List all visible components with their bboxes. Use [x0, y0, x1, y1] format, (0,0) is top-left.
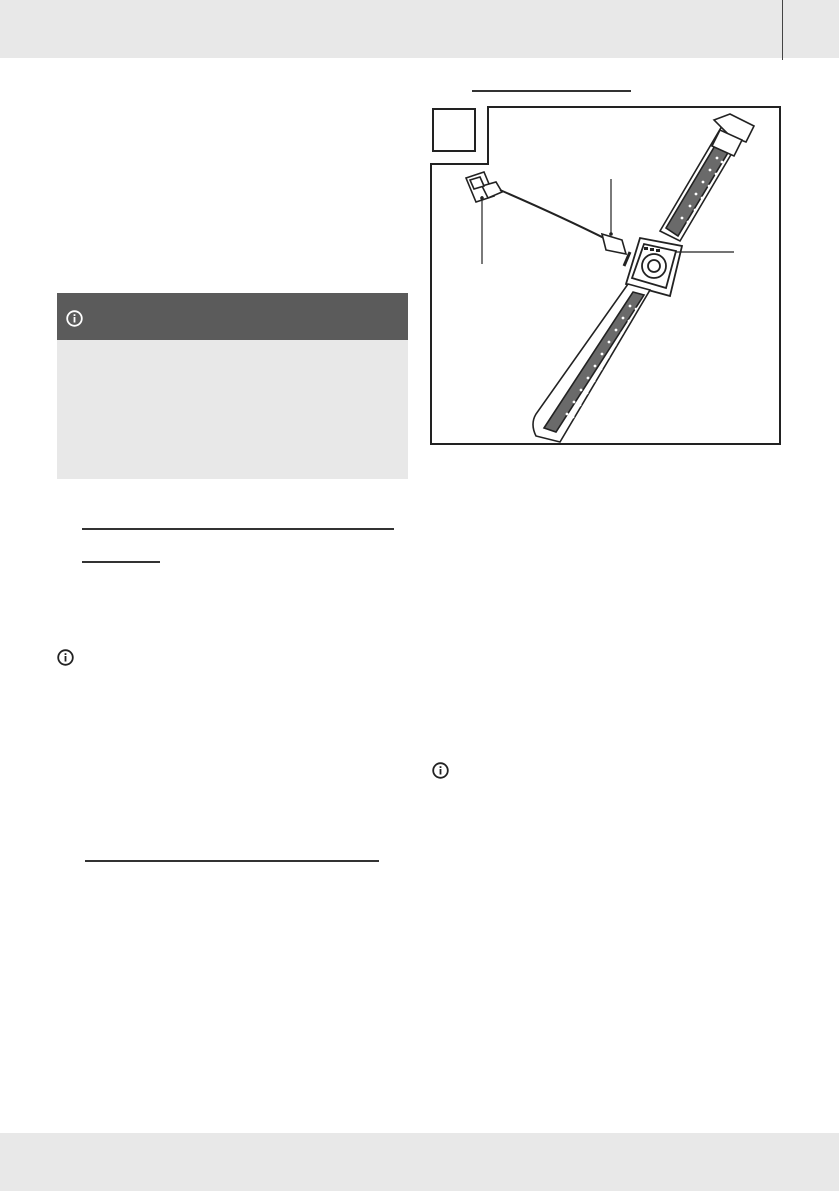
heading-underline: [82, 528, 394, 530]
info-circle-icon: [432, 762, 449, 779]
notice-box: [57, 293, 408, 479]
heading-underline: [82, 561, 160, 563]
figure-smartwatch-charging: [430, 106, 781, 445]
notice-header: [57, 293, 408, 340]
crop-mark: [782, 0, 783, 60]
page-bottom-band: [0, 1133, 839, 1191]
info-circle-icon: [66, 310, 83, 327]
figure-tab-label: [434, 108, 474, 148]
heading-underline: [472, 90, 631, 92]
info-circle-icon: [57, 649, 74, 666]
heading-underline: [85, 860, 379, 862]
page-top-band: [0, 0, 839, 58]
